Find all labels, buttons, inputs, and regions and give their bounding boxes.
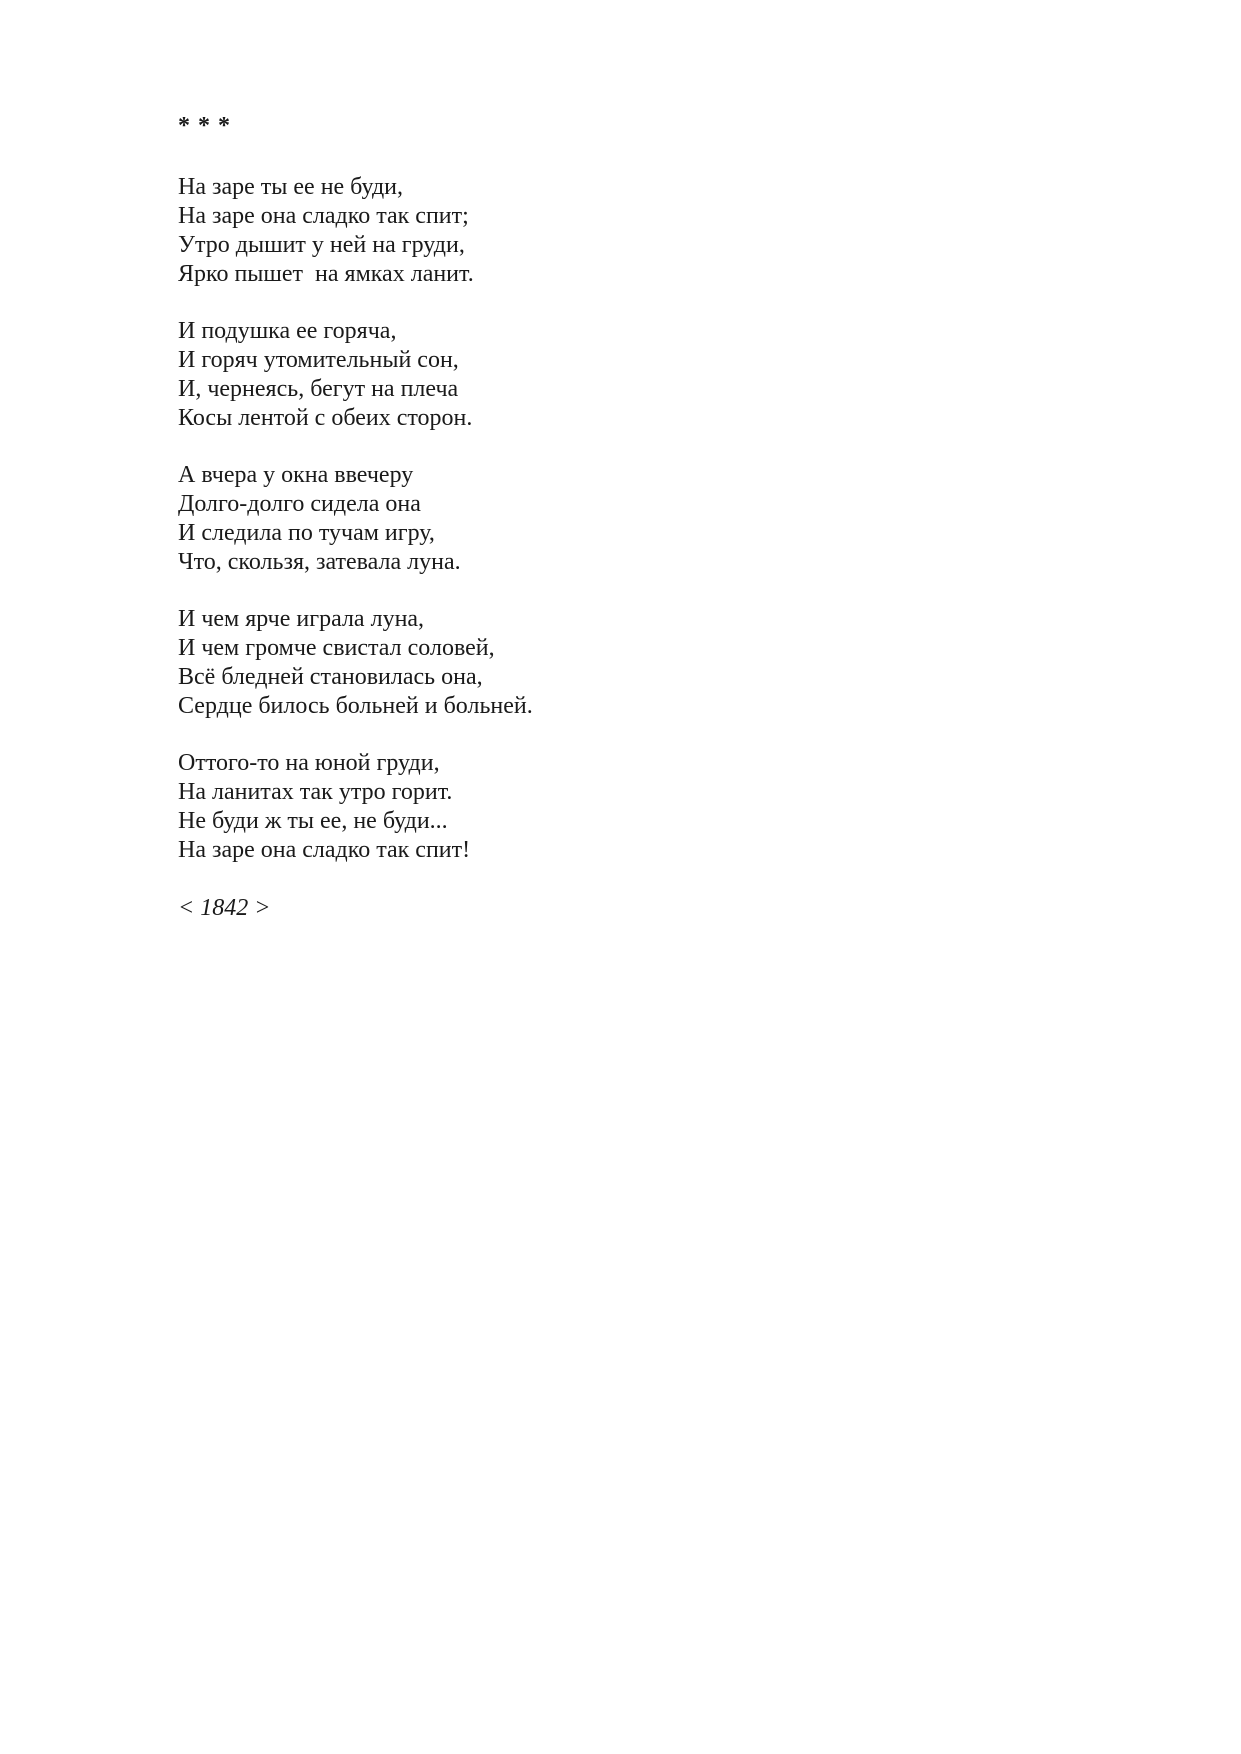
stanza-3 (178, 461, 1078, 577)
poem-line: Оттого-то на юной груди, (178, 750, 440, 776)
poem-line: И горяч утомительный сон, (178, 347, 459, 373)
poem-title-mark: * * * (178, 113, 231, 139)
poem-line: И следила по тучам игру, (178, 520, 435, 546)
poem-line: Ярко пышет на ямках ланит. (178, 261, 474, 287)
poem-line: А вчера у окна ввечеру (178, 462, 414, 488)
poem-line: Косы лентой с обеих сторон. (178, 405, 473, 431)
poem-line: На заре ты ее не буди, (178, 174, 404, 200)
poem-line: Сердце билось больней и больней. (178, 693, 533, 719)
stanza-2 (178, 317, 1078, 433)
poem-line: Что, скользя, затевала луна. (178, 549, 461, 575)
poem-line: И чем громче свистал соловей, (178, 635, 495, 661)
poem-line: На заре она сладко так спит! (178, 837, 471, 863)
poem-date: < 1842 > (178, 895, 271, 921)
poem-line: Не буди ж ты ее, не буди... (178, 808, 448, 834)
poem-line: И чем ярче играла луна, (178, 606, 425, 632)
poem-line: И подушка ее горяча, (178, 318, 397, 344)
poem-line: И, чернеясь, бегут на плеча (178, 376, 459, 402)
stanza-4 (178, 605, 1078, 721)
poem-line: На заре она сладко так спит; (178, 203, 469, 229)
poem-line: Утро дышит у ней на груди, (178, 232, 465, 258)
poem-line: На ланитах так утро горит. (178, 779, 453, 805)
poem-line: Долго-долго сидела она (178, 491, 421, 517)
stanza-5 (178, 749, 1078, 865)
poem (178, 112, 1078, 923)
poem-line: Всё бледней становилась она, (178, 664, 483, 690)
stanza-1 (178, 173, 1078, 289)
